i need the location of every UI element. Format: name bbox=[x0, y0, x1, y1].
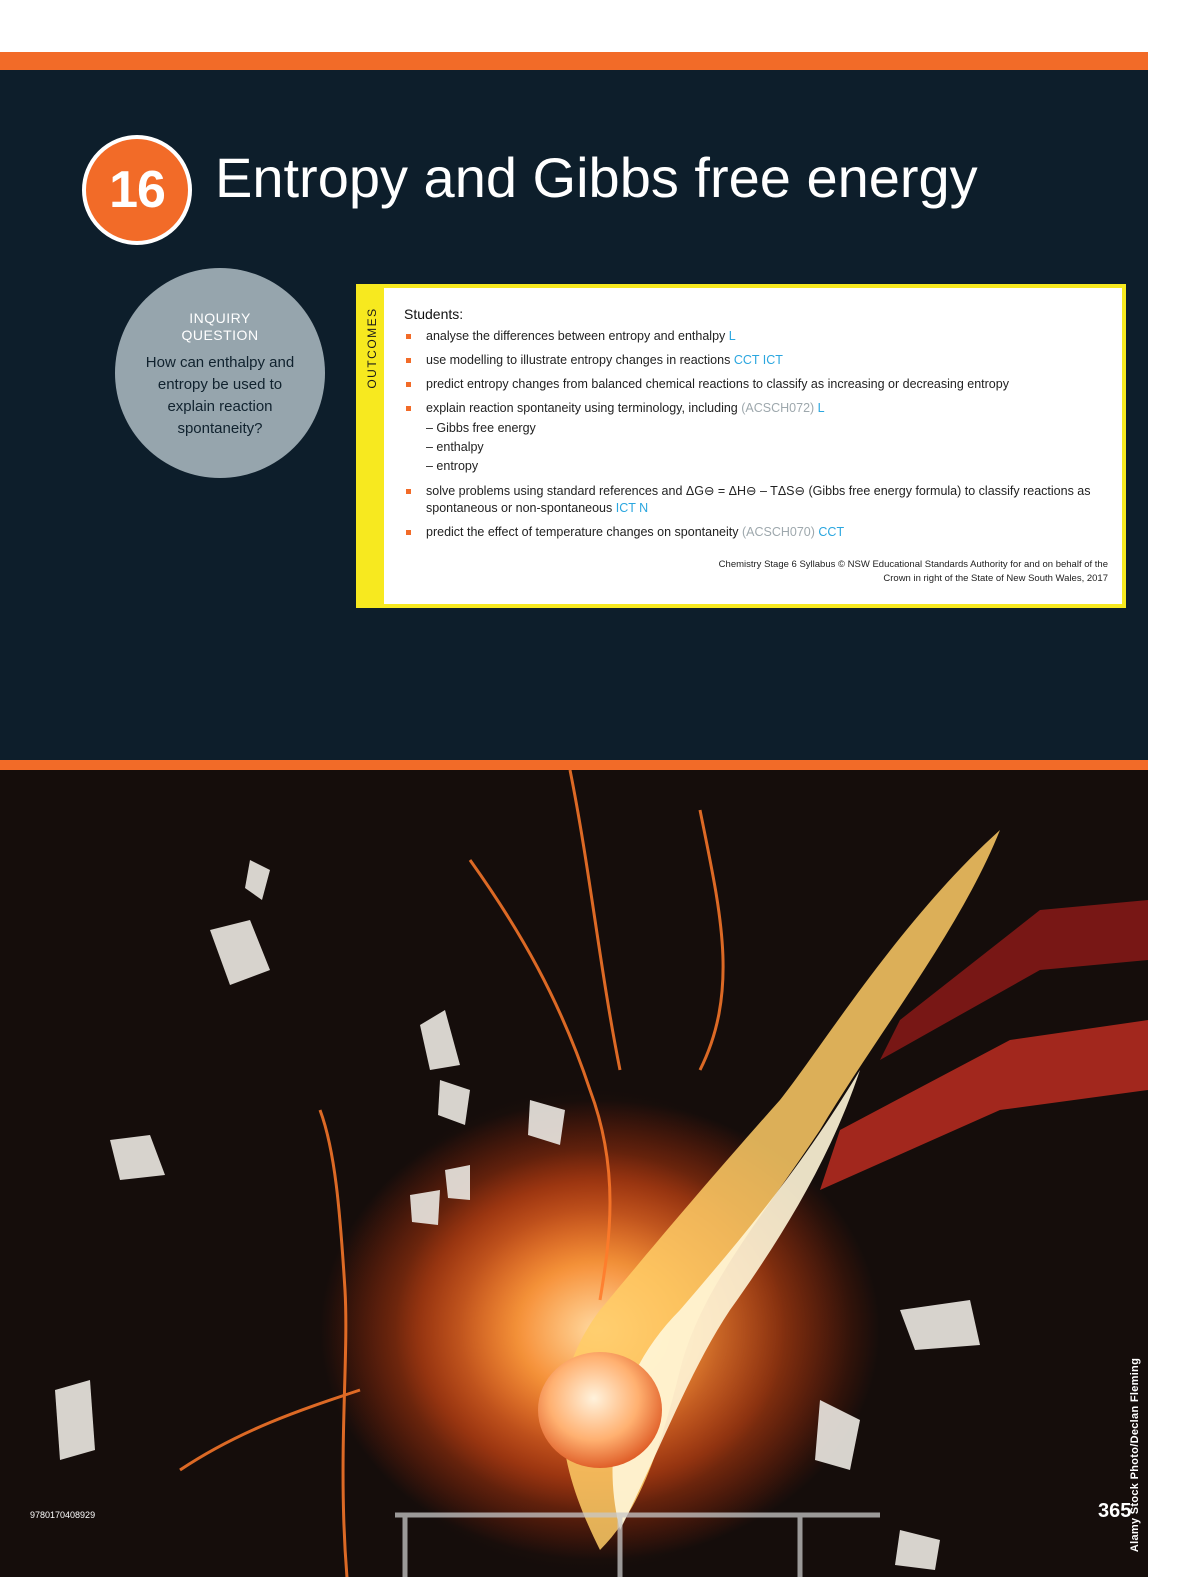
outcome-subitem: – enthalpy bbox=[426, 440, 484, 454]
capability-code: CCT bbox=[733, 353, 760, 367]
outcome-item bbox=[404, 524, 1114, 541]
outcome-text: predict the effect of temperature changes on spontaneity bbox=[426, 525, 739, 539]
inquiry-question-circle bbox=[115, 268, 325, 478]
inquiry-label-line2: QUESTION bbox=[181, 327, 259, 343]
outcomes-label: OUTCOMES bbox=[365, 307, 379, 389]
bullet-icon bbox=[406, 406, 411, 411]
chapter-number-badge bbox=[82, 135, 192, 245]
capability-code: ICT bbox=[615, 501, 636, 515]
outcomes-body bbox=[404, 306, 1114, 548]
outcome-text: use modelling to illustrate entropy changes in reactions bbox=[426, 353, 731, 367]
bullet-icon bbox=[406, 334, 411, 339]
outcome-item bbox=[404, 400, 1114, 476]
chapter-number: 16 bbox=[109, 161, 165, 219]
outcome-text: explain reaction spontaneity using terminology, including bbox=[426, 401, 738, 415]
middle-orange-band bbox=[0, 760, 1148, 770]
top-orange-band bbox=[0, 52, 1148, 70]
bullet-icon bbox=[406, 358, 411, 363]
outcome-sublist bbox=[426, 419, 1114, 476]
photo-credit: Alamy Stock Photo/Declan Fleming bbox=[1129, 1357, 1141, 1553]
page-number: 365 bbox=[1098, 1500, 1132, 1522]
bullet-icon bbox=[406, 489, 411, 494]
capability-code: ICT bbox=[762, 353, 783, 367]
outcome-subitem: – Gibbs free energy bbox=[426, 421, 536, 435]
syllabus-ref: (ACSCH070) bbox=[741, 525, 815, 539]
students-label: Students: bbox=[404, 306, 464, 322]
outcome-text: solve problems using standard references and ΔG⊖ = ΔH⊖ – TΔS⊖ (Gibbs free energy formula) to classify reactions as spontaneous or non-spontaneous bbox=[426, 484, 1091, 515]
capability-code: N bbox=[639, 501, 649, 515]
outcome-item bbox=[404, 376, 1114, 393]
exploding-egg-illustration bbox=[0, 770, 1148, 1577]
isbn: 9780170408929 bbox=[30, 1510, 96, 1520]
capability-code: CCT bbox=[818, 525, 845, 539]
bullet-icon bbox=[406, 382, 411, 387]
credit-line2: Crown in right of the State of New South Wales, 2017 bbox=[883, 573, 1108, 584]
bullet-icon bbox=[406, 530, 411, 535]
outcome-item bbox=[404, 483, 1114, 517]
chapter-photo bbox=[0, 770, 1148, 1577]
syllabus-credit bbox=[588, 558, 1108, 586]
syllabus-ref: (ACSCH072) bbox=[741, 401, 815, 415]
outcome-text: analyse the differences between entropy and enthalpy bbox=[426, 329, 726, 343]
outcome-subitem: – entropy bbox=[426, 459, 479, 473]
egg bbox=[538, 1352, 662, 1468]
outcome-item bbox=[404, 352, 1114, 369]
capability-code: L bbox=[817, 401, 825, 415]
chapter-title: Entropy and Gibbs free energy bbox=[215, 146, 978, 209]
outcomes-box bbox=[356, 284, 1126, 608]
inquiry-label bbox=[115, 310, 325, 344]
inquiry-question-text: How can enthalpy and entropy be used to explain reaction spontaneity? bbox=[145, 354, 295, 437]
inquiry-label-line1: INQUIRY bbox=[189, 310, 251, 326]
outcome-item bbox=[404, 328, 1114, 345]
outcome-list bbox=[404, 328, 1114, 541]
capability-code: L bbox=[728, 329, 736, 343]
credit-line1: Chemistry Stage 6 Syllabus © NSW Educational Standards Authority for and on behalf of the bbox=[718, 559, 1108, 570]
outcome-text: predict entropy changes from balanced chemical reactions to classify as increasing or decreasing entropy bbox=[426, 377, 1009, 391]
